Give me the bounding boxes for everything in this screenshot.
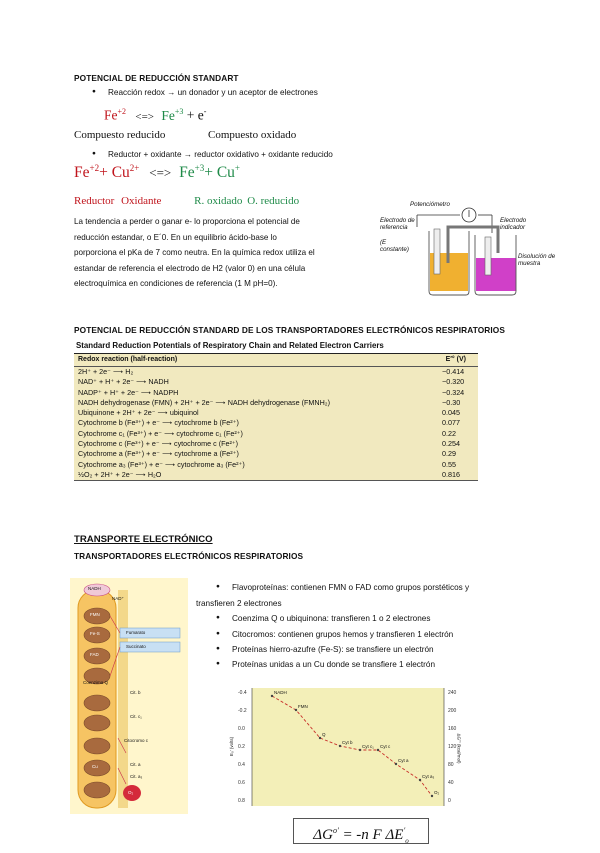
energy-label: Q bbox=[322, 732, 326, 737]
cell-potential: 0.077 bbox=[442, 418, 460, 428]
energy-point bbox=[339, 745, 341, 747]
node-cit-a3: Cit. a₃ bbox=[130, 774, 143, 779]
cell-reaction: Cytochrome c (Fe³⁺) + e⁻ ⟶ cytochrome c (Fe²⁺) bbox=[78, 439, 239, 449]
node-cit-c1: Cit. c₁ bbox=[130, 714, 142, 719]
right-tick-label: 80 bbox=[448, 762, 454, 768]
right-tick-label: 240 bbox=[448, 690, 457, 696]
left-tick-label: -0.4 bbox=[238, 690, 247, 696]
electrochemical-cell-figure bbox=[380, 201, 556, 301]
energy-point bbox=[431, 795, 433, 797]
energy-label: Cyt c bbox=[380, 744, 391, 749]
table-row bbox=[74, 388, 478, 398]
right-tick-label: 0 bbox=[448, 798, 451, 804]
node-cit-b: Cit. b bbox=[130, 690, 141, 695]
node-cit-a: Cit. a bbox=[130, 762, 141, 767]
paragraph-line: La tendencia a perder o ganar e- lo proporciona el potencial de bbox=[74, 217, 300, 226]
label-potenciometro: Potenciómetro bbox=[410, 201, 450, 208]
label-compuesto-reducido: Compuesto reducido bbox=[74, 129, 166, 141]
energy-point bbox=[295, 709, 297, 711]
paragraph-line: porporciona el pKa de 7 como neutra. En la química redox utiliza el bbox=[74, 248, 315, 257]
node-fad: FAD bbox=[90, 652, 99, 657]
cell-potential: 0.22 bbox=[442, 428, 456, 438]
cell-reaction: Ubiquinone + 2H⁺ + 2e⁻ ⟶ ubiquinol bbox=[78, 408, 199, 418]
cell-reaction: NADH dehydrogenase (FMN) + 2H⁺ + 2e⁻ ⟶ NADH dehydrogenase (FMNH₂) bbox=[78, 397, 330, 407]
section-title-transportadores: POTENCIAL DE REDUCCIÓN STANDARD DE LOS TRANSPORTADORES ELECTRÓNICOS RESPIRATORIOS bbox=[74, 325, 505, 335]
energy-point bbox=[377, 749, 379, 751]
table-row bbox=[74, 460, 478, 470]
table-row bbox=[74, 367, 478, 377]
node-coenzima-q: Coenzima Q bbox=[83, 680, 109, 685]
cell-reaction: Cytochrome c₁ (Fe³⁺) + e⁻ ⟶ cytochrome c₁ (Fe²⁺) bbox=[78, 428, 243, 438]
table-row bbox=[74, 377, 478, 387]
energy-diagram bbox=[230, 684, 470, 812]
bullet-cu: ● Proteínas unidas a un Cu donde se transfiere 1 electrón bbox=[232, 660, 435, 669]
ylabel-right: ΔG°′ (kcal/mol) bbox=[456, 733, 462, 764]
cell-reaction: NAD⁺ + H⁺ + 2e⁻ ⟶ NADH bbox=[78, 377, 169, 387]
cell-potential: −0.324 bbox=[442, 387, 465, 397]
section-title-potencial-reduccion: POTENCIAL DE REDUCCIÓN STANDART bbox=[74, 73, 239, 83]
paragraph-line: reducción estandar, o E´0. En un equilibrio ácido-base lo bbox=[74, 232, 277, 242]
beaker-right-fill bbox=[476, 258, 516, 291]
right-tick-label: 40 bbox=[448, 780, 454, 786]
cell-potential: 0.254 bbox=[442, 439, 460, 449]
cell-potential: 0.55 bbox=[442, 459, 456, 469]
energy-label: Cyt a bbox=[398, 758, 409, 763]
energy-point bbox=[359, 749, 361, 751]
energy-point bbox=[319, 737, 321, 739]
table-header bbox=[74, 353, 478, 367]
cell-potential: 0.29 bbox=[442, 449, 456, 459]
reduction-potentials-table bbox=[74, 353, 478, 513]
section-subtitle-transportadores: TRANSPORTADORES ELECTRÓNICOS RESPIRATORIOS bbox=[74, 551, 304, 561]
left-tick-label: 0.0 bbox=[238, 726, 245, 732]
node-nad: NAD⁺ bbox=[112, 596, 124, 601]
left-tick-label: -0.2 bbox=[238, 708, 247, 714]
bullet-fe-s: ● Proteínas hierro-azufre (Fe-S): se transfiere un electrón bbox=[232, 645, 434, 654]
table-row bbox=[74, 449, 478, 459]
right-tick-label: 200 bbox=[448, 708, 457, 714]
cell-reaction: 2H⁺ + 2e⁻ ⟶ H₂ bbox=[78, 367, 134, 376]
respiratory-chain-diagram bbox=[70, 578, 188, 814]
left-tick-label: 0.2 bbox=[238, 744, 245, 750]
cell-potential: −0.30 bbox=[442, 397, 461, 407]
header-e: E′° (V) bbox=[445, 356, 466, 363]
paragraph-potencial bbox=[74, 214, 384, 292]
bullet-citocromos: ● Citocromos: contienen grupos hemos y transfieren 1 electrón bbox=[232, 630, 453, 639]
table-body bbox=[74, 367, 478, 480]
table-row bbox=[74, 408, 478, 418]
table-row bbox=[74, 418, 478, 428]
energy-label: Cyt b bbox=[342, 740, 353, 745]
label-disolucion-muestra: Disolución de muestra bbox=[518, 253, 556, 267]
label-electrodo-indicador: Electrodo indicador bbox=[500, 217, 527, 231]
gibbs-equation: $\Delta G^{o'} = -n$ F $\Delta E'_o$ bbox=[293, 818, 429, 844]
bullet-reductor-oxidante: ● Reductor + oxidante → reductor oxidativo + oxidante reducido bbox=[108, 150, 333, 159]
node-fumarato: Fumarato bbox=[126, 630, 146, 635]
cell-reaction: ½O₂ + 2H⁺ + 2e⁻ ⟶ H₂O bbox=[78, 469, 162, 479]
table-row bbox=[74, 439, 478, 449]
equation-fe-cu: $Fe^{+2}+ Cu^{2+}$ <=> $Fe^{+3}+ Cu^+$ bbox=[74, 163, 240, 182]
energy-label: FMN bbox=[298, 704, 308, 709]
bullet-coenzima-q: ● Coenzima Q o ubiquinona: transfieren 1 o 2 electrones bbox=[232, 614, 430, 623]
paragraph-line: estandar de referencia el electrodo de H2 (valor 0) en una célula bbox=[74, 263, 306, 273]
energy-label: Cyt c₁ bbox=[362, 744, 374, 749]
left-tick-label: 0.6 bbox=[238, 780, 245, 786]
cell-potential: 0.045 bbox=[442, 408, 460, 418]
table-row bbox=[74, 429, 478, 439]
bullet-flavoproteinas: ● Flavoproteínas: contienen FMN o FAD como grupos porstéticos y bbox=[232, 583, 469, 592]
right-tick-label: 120 bbox=[448, 744, 457, 750]
node-o2: O₂ bbox=[128, 790, 134, 795]
label-electrodo-referencia: Electrodo de referencia bbox=[380, 217, 415, 231]
label-compuesto-oxidado: Compuesto oxidado bbox=[208, 129, 297, 141]
table-row bbox=[74, 398, 478, 408]
labels-reductor-oxidante: Reductor Oxidante R. oxidado O. reducido bbox=[74, 195, 300, 207]
node-succinato: Succinato bbox=[126, 644, 146, 649]
energy-label: Cyt a₃ bbox=[422, 774, 435, 779]
node-citocromo-c: Citocromo c bbox=[124, 738, 149, 743]
node-fmn: FMN bbox=[90, 612, 100, 617]
cell-potential: 0.816 bbox=[442, 469, 460, 479]
left-tick-label: 0.8 bbox=[238, 798, 245, 804]
bullet-flavoproteinas-cont: transfieren 2 electrones bbox=[196, 599, 282, 608]
paragraph-line: electroquímica en condiciones de referencia (1 M pH=0). bbox=[74, 279, 278, 288]
bullet-reaccion-redox: ● Reacción redox → un donador y un aceptor de electrones bbox=[108, 88, 318, 97]
section-title-transporte: TRANSPORTE ELECTRÓNICO bbox=[74, 534, 213, 545]
label-e-constante: (E constante) bbox=[380, 239, 409, 253]
header-reaction: Redox reaction (half-reaction) bbox=[78, 356, 178, 363]
table-title: Standard Reduction Potentials of Respiratory Chain and Related Electron Carriers bbox=[76, 341, 384, 350]
cell-reaction: Cytochrome a₃ (Fe³⁺) + e⁻ ⟶ cytochrome a₃ (Fe²⁺) bbox=[78, 459, 245, 469]
equation-fe-redox: $Fe^{+2}$ <=> $Fe^{+3} + e^-$ bbox=[104, 107, 207, 123]
node-fes: Fe-S bbox=[90, 631, 100, 636]
cell-reaction: Cytochrome b (Fe³⁺) + e⁻ ⟶ cytochrome b (Fe²⁺) bbox=[78, 418, 239, 428]
cell-reaction: NADP⁺ + H⁺ + 2e⁻ ⟶ NADPH bbox=[78, 387, 179, 397]
node-nadh: NADH bbox=[88, 586, 101, 591]
energy-point bbox=[271, 695, 273, 697]
ylabel-left: E₀′ (volts) bbox=[229, 736, 235, 757]
node-cu: Cu bbox=[92, 764, 98, 769]
table-row bbox=[74, 470, 478, 480]
energy-label: O₂ bbox=[434, 790, 440, 795]
cell-potential: −0.414 bbox=[442, 367, 465, 376]
energy-point bbox=[419, 779, 421, 781]
energy-point bbox=[395, 763, 397, 765]
right-tick-label: 160 bbox=[448, 726, 457, 732]
energy-label: NADH bbox=[274, 690, 287, 695]
cell-potential: −0.320 bbox=[442, 377, 465, 387]
left-tick-label: 0.4 bbox=[238, 762, 245, 768]
cell-reaction: Cytochrome a (Fe³⁺) + e⁻ ⟶ cytochrome a (Fe²⁺) bbox=[78, 449, 239, 459]
